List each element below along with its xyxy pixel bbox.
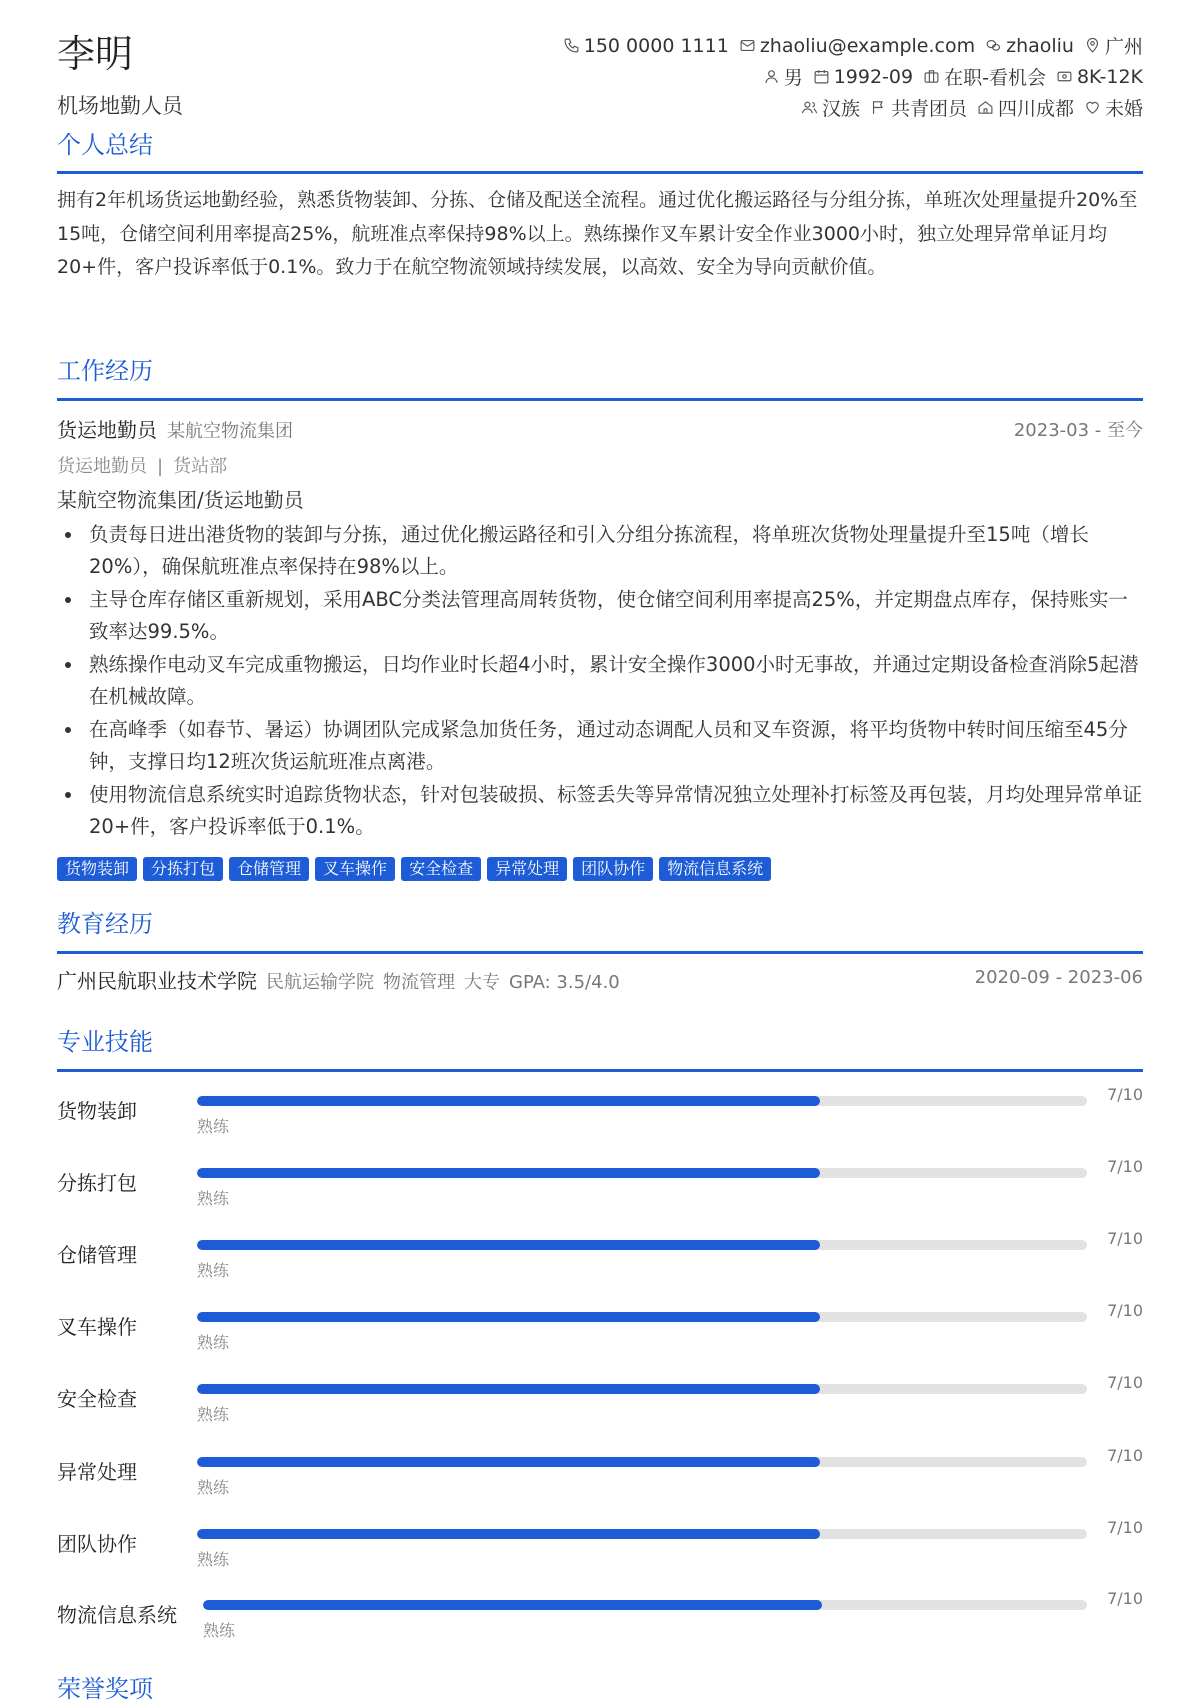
skill-level: 熟练 (197, 1478, 230, 1497)
skill-level: 熟练 (197, 1117, 230, 1136)
skill-level: 熟练 (197, 1405, 230, 1424)
skill-bar-fill (197, 1240, 820, 1250)
skill-bar-fill (197, 1312, 820, 1322)
marital-item (1084, 94, 1143, 121)
skill-level: 熟练 (197, 1261, 230, 1280)
ethnicity-item (801, 94, 860, 121)
skill-score: 7/10 (1107, 1589, 1143, 1608)
skill-tag: 分拣打包 (143, 857, 223, 881)
heart-icon (1084, 99, 1101, 116)
section-title-summary: 个人总结 (57, 131, 153, 159)
skill-row (57, 1229, 1143, 1289)
email-item (739, 35, 975, 57)
skill-name: 分拣打包 (57, 1171, 137, 1195)
job-role: 货运地勤员 (57, 418, 157, 442)
status-value: 在职-看机会 (944, 67, 1046, 89)
skill-bar-track (197, 1168, 1087, 1178)
skill-name: 安全检查 (57, 1387, 137, 1411)
wallet-icon (1056, 68, 1073, 85)
skill-tag: 团队协作 (573, 857, 653, 881)
job-date: 2023-03 - 至今 (1013, 420, 1143, 441)
contact-info (553, 30, 1143, 123)
city-value: 广州 (1104, 36, 1143, 58)
skill-name: 异常处理 (57, 1460, 137, 1484)
home-icon (977, 99, 994, 116)
wechat-icon (985, 37, 1002, 54)
skill-name: 物流信息系统 (57, 1603, 177, 1627)
birth-item (813, 66, 913, 88)
phone-value: 150 0000 1111 (583, 34, 729, 57)
skill-name: 货物装卸 (57, 1099, 137, 1123)
section-title-education: 教育经历 (57, 910, 153, 938)
section-divider (57, 398, 1143, 401)
summary-text: 拥有2年机场货运地勤经验，熟悉货物装卸、分拣、仓储及配送全流程。通过优化搬运路径与分组分拣，单班次处理量提升20%至15吨，仓储空间利用率提高25%，航班准点率保持98%以上。熟练操作叉车累计安全作业3000小时，独立处理异常单证月均20+件，客户投诉率低于0.1%。致力于在航空物流领域持续发展，以高效、安全为导向贡献价值。 (57, 189, 1138, 278)
skill-level: 熟练 (197, 1189, 230, 1208)
politics-item (870, 94, 967, 121)
candidate-name: 李明 (57, 32, 134, 76)
skill-score: 7/10 (1107, 1229, 1143, 1248)
skill-tag: 安全检查 (401, 857, 481, 881)
salary-item (1056, 66, 1143, 88)
section-divider (57, 171, 1143, 174)
skill-bar-fill (197, 1096, 820, 1106)
phone-item (563, 35, 729, 57)
location-icon (1084, 37, 1101, 54)
job-bullet: 在高峰季（如春节、暑运）协调团队完成紧急加货任务，通过动态调配人员和叉车资源，将平均货物中转时间压缩至45分钟，支撑日均12班次货运航班准点离港。 (57, 714, 1147, 778)
skill-bar-fill (197, 1168, 820, 1178)
skill-bar-track (197, 1312, 1087, 1322)
skill-bar-track (197, 1384, 1087, 1394)
skill-bar-fill (197, 1384, 820, 1394)
skill-bar-track (197, 1096, 1087, 1106)
job-bullet: 负责每日进出港货物的装卸与分拣，通过优化搬运路径和引入分组分拣流程，将单班次货物处理量提升至15吨（增长20%），确保航班准点率保持在98%以上。 (57, 519, 1147, 583)
skill-tag: 叉车操作 (315, 857, 395, 881)
job-subline (57, 452, 227, 478)
briefcase-icon (923, 68, 940, 85)
skill-name: 仓储管理 (57, 1243, 137, 1267)
skill-tag: 货物装卸 (57, 857, 137, 881)
person-icon (763, 68, 780, 85)
skill-row (57, 1373, 1143, 1433)
skill-score: 7/10 (1107, 1157, 1143, 1176)
phone-icon (563, 37, 580, 54)
politics-value: 共青团员 (890, 98, 967, 120)
hometown-item (977, 94, 1074, 121)
skill-level: 熟练 (203, 1621, 236, 1640)
skill-tag: 异常处理 (487, 857, 567, 881)
candidate-title: 机场地勤人员 (57, 94, 183, 118)
edu-major: 物流管理 (383, 972, 455, 993)
skill-score: 7/10 (1107, 1085, 1143, 1104)
skill-tags (57, 857, 771, 881)
contact-row-3 (553, 92, 1143, 123)
job-company: 某航空物流集团 (167, 421, 293, 442)
skill-score: 7/10 (1107, 1518, 1143, 1537)
skill-score: 7/10 (1107, 1301, 1143, 1320)
job-bullet: 使用物流信息系统实时追踪货物状态，针对包装破损、标签丢失等异常情况独立处理补打标签及再包装，月均处理异常单证20+件，客户投诉率低于0.1%。 (57, 779, 1147, 843)
skill-row (57, 1157, 1143, 1217)
job-position: 货运地勤员 (57, 456, 147, 477)
skill-level: 熟练 (197, 1550, 230, 1569)
skill-bar-fill (203, 1600, 822, 1610)
hometown-value: 四川成都 (997, 98, 1074, 120)
edu-degree: 大专 (464, 972, 500, 993)
ethnicity-value: 汉族 (821, 98, 860, 120)
calendar-icon (813, 68, 830, 85)
skill-level: 熟练 (197, 1333, 230, 1352)
section-title-work: 工作经历 (57, 357, 153, 385)
mail-icon (739, 37, 756, 54)
contact-row-2 (553, 61, 1143, 92)
skill-tag: 物流信息系统 (659, 857, 771, 881)
skill-bar-track (203, 1600, 1087, 1610)
section-divider (57, 951, 1143, 954)
skill-bar-track (197, 1240, 1087, 1250)
skill-bar-fill (197, 1529, 820, 1539)
education-row (57, 965, 1143, 995)
gender-value: 男 (783, 67, 803, 89)
job-header (57, 414, 1143, 444)
wechat-value: zhaoliu (1006, 34, 1074, 57)
status-item (923, 63, 1046, 90)
city-item (1084, 32, 1143, 59)
resume-header (57, 30, 1143, 125)
skill-row (57, 1446, 1143, 1506)
job-department: 货站部 (173, 456, 228, 477)
job-bullets (57, 519, 1147, 844)
people-icon (801, 99, 818, 116)
section-title-skills: 专业技能 (57, 1028, 153, 1056)
skill-row (57, 1518, 1143, 1578)
edu-college: 民航运输学院 (266, 972, 374, 993)
job-org-line: 某航空物流集团/货运地勤员 (57, 488, 304, 512)
edu-school: 广州民航职业技术学院 (57, 969, 257, 993)
gender-item (763, 63, 803, 90)
job-bullet: 熟练操作电动叉车完成重物搬运，日均作业时长超4小时，累计安全操作3000小时无事故，并通过定期设备检查消除5起潜在机械故障。 (57, 649, 1147, 713)
flag-icon (870, 99, 887, 116)
contact-row-1 (553, 30, 1143, 61)
email-value: zhaoliu@example.com (759, 34, 976, 57)
skill-bar-track (197, 1529, 1087, 1539)
marital-value: 未婚 (1104, 98, 1143, 120)
skill-row (57, 1085, 1143, 1145)
job-bullet: 主导仓库存储区重新规划，采用ABC分类法管理高周转货物，使仓储空间利用率提高25%，并定期盘点库存，保持账实一致率达99.5%。 (57, 584, 1147, 648)
section-divider (57, 1069, 1143, 1072)
skill-tag: 仓储管理 (229, 857, 309, 881)
skill-bar-fill (197, 1457, 820, 1467)
edu-date: 2020-09 - 2023-06 (974, 967, 1143, 988)
skill-row (57, 1301, 1143, 1361)
skill-score: 7/10 (1107, 1373, 1143, 1392)
skill-name: 叉车操作 (57, 1315, 137, 1339)
job-separator: | (157, 456, 164, 477)
skill-name: 团队协作 (57, 1532, 137, 1556)
wechat-item (985, 35, 1074, 57)
skill-row (57, 1589, 1143, 1649)
salary-value: 8K-12K (1076, 65, 1143, 88)
skill-score: 7/10 (1107, 1446, 1143, 1465)
section-title-awards: 荣誉奖项 (57, 1675, 153, 1703)
edu-gpa: GPA: 3.5/4.0 (509, 972, 620, 993)
skill-bar-track (197, 1457, 1087, 1467)
birth-value: 1992-09 (833, 65, 914, 88)
